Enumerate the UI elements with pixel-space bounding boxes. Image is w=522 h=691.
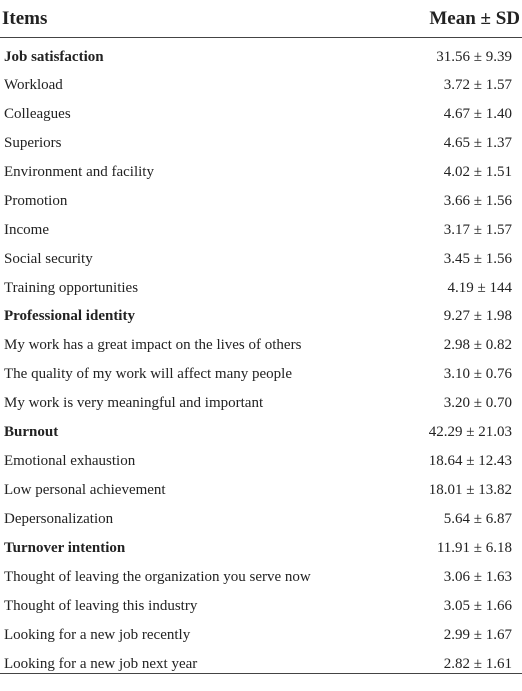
mean-sd-value: 42.29 ± 21.03 [428,424,512,441]
item-label: Looking for a new job next year [4,655,198,672]
table-body [0,38,522,679]
item-label: The quality of my work will affect many people [4,366,292,383]
table-row [0,563,522,592]
table-section-row [0,534,522,563]
section-label: Turnover intention [4,539,126,556]
item-label: Emotional exhaustion [4,453,136,470]
table-row [0,331,522,360]
mean-sd-value: 2.82 ± 1.61 [443,655,512,672]
item-label: Looking for a new job recently [4,626,191,643]
item-label: Social security [4,250,93,267]
table-row [0,592,522,621]
table-row [0,158,522,187]
table-section-row [0,38,522,72]
mean-sd-value: 4.19 ± 144 [447,279,512,296]
item-label: Thought of leaving this industry [4,597,198,614]
table-row [0,274,522,303]
item-label: My work is very meaningful and important [4,395,264,412]
header-items: Items [0,0,392,38]
mean-sd-value: 3.45 ± 1.56 [443,250,512,267]
table-row [0,476,522,505]
table-row [0,216,522,245]
table-row [0,100,522,129]
header-row [0,0,522,38]
item-label: Depersonalization [4,511,114,528]
table-row [0,621,522,650]
mean-sd-value: 3.05 ± 1.66 [443,597,512,614]
table-row [0,129,522,158]
table-row [0,650,522,679]
table-row [0,447,522,476]
mean-sd-value: 9.27 ± 1.98 [443,308,512,325]
table-bottom-rule [0,673,522,674]
table-section-row [0,418,522,447]
section-label: Job satisfaction [4,49,104,65]
table-row [0,245,522,274]
mean-sd-value: 3.17 ± 1.57 [443,221,512,238]
mean-sd-value: 4.67 ± 1.40 [443,105,512,122]
mean-sd-value: 31.56 ± 9.39 [436,49,512,65]
mean-sd-value: 3.20 ± 0.70 [443,395,512,412]
mean-sd-value: 3.66 ± 1.56 [443,192,512,209]
table-header [0,0,522,38]
table-row [0,505,522,534]
mean-sd-value: 18.01 ± 13.82 [428,482,512,499]
mean-sd-value: 2.99 ± 1.67 [443,626,512,643]
mean-sd-value: 18.64 ± 12.43 [428,453,512,470]
mean-sd-value: 5.64 ± 6.87 [443,511,512,528]
item-label: Training opportunities [4,279,139,296]
table-row [0,71,522,100]
table-row [0,360,522,389]
header-mean-sd: Mean ± SD [392,0,522,38]
item-label: Environment and facility [4,163,154,180]
mean-sd-value: 4.65 ± 1.37 [443,134,512,151]
table-row [0,187,522,216]
item-label: Low personal achievement [4,482,166,499]
item-label: Promotion [4,192,68,209]
item-label: My work has a great impact on the lives of others [4,337,302,354]
mean-sd-value: 3.10 ± 0.76 [443,366,512,383]
mean-sd-value: 11.91 ± 6.18 [436,539,512,556]
item-label: Thought of leaving the organization you serve now [4,568,311,585]
item-label: Colleagues [4,105,71,122]
mean-sd-value: 3.72 ± 1.57 [443,76,512,93]
mean-sd-value: 4.02 ± 1.51 [443,163,512,180]
mean-sd-value: 2.98 ± 0.82 [443,337,512,354]
table-section-row [0,303,522,332]
table-row [0,389,522,418]
item-label: Income [4,221,49,238]
section-label: Professional identity [4,308,135,325]
item-label: Workload [4,76,63,93]
section-label: Burnout [4,424,59,441]
item-label: Superiors [4,134,62,151]
mean-sd-value: 3.06 ± 1.63 [443,568,512,585]
